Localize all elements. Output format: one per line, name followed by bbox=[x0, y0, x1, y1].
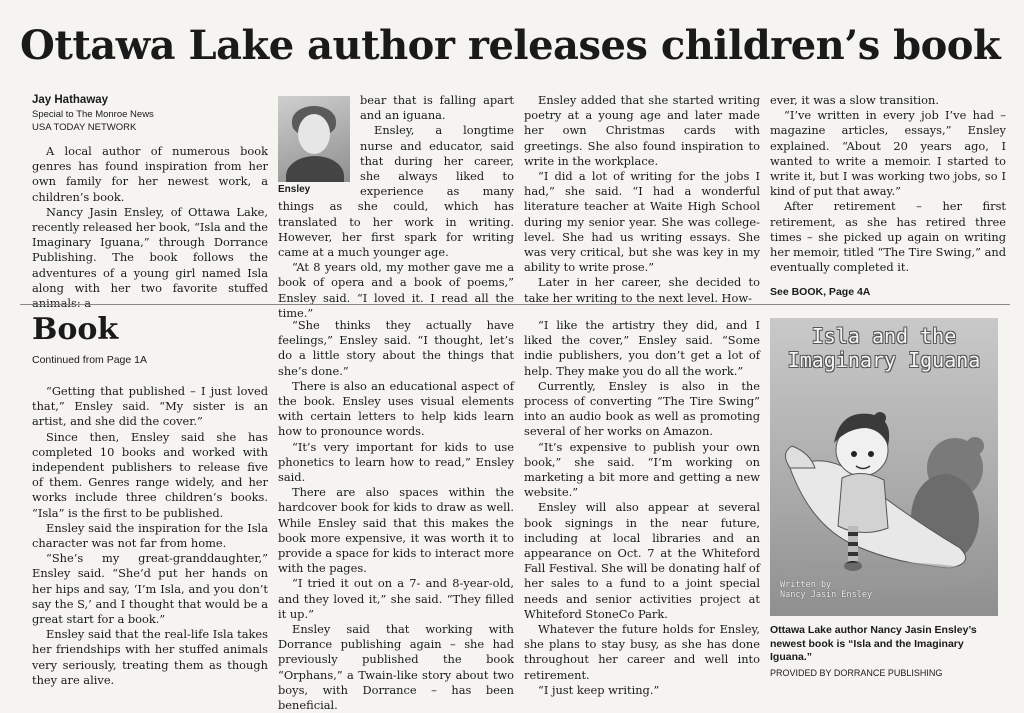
paragraph: “At 8 years old, my mother gave me a book of opera and a book of poems,” Ensley said. “I loved it. I read all the time.” bbox=[278, 260, 514, 320]
headline: Ottawa Lake author releases children’s book bbox=[20, 22, 1001, 69]
top-column-3 bbox=[524, 93, 760, 306]
byline-name: Jay Hathaway bbox=[32, 94, 109, 106]
caption-text: Ottawa Lake author Nancy Jasin Ensley’s newest book is “Isla and the Imaginary Iguana.” bbox=[770, 624, 977, 663]
paragraph: “I like the artistry they did, and I liked the cover,” Ensley said. “Some indie publishers, you don’t get a lot of help. They make you do all the work.” bbox=[524, 318, 760, 378]
section-divider bbox=[20, 304, 1010, 305]
paragraph: “I did a lot of writing for the jobs I had,” she said. “I had a wonderful literature teacher at Waite High School during my senior year. She was college-level. She had us writing essays. She was very critical, but she was key in my ability to write prose.” bbox=[524, 169, 760, 275]
paragraph: “I’ve written in every job I’ve had – magazine articles, essays,” Ensley explained. “About 20 years ago, I wanted to write a memoir. I started to write it, but I was working two jobs, so I kind of put that away.” bbox=[770, 108, 1006, 199]
paragraph: Since then, Ensley said she has completed 10 books and worked with independent publishers to release five of them. Genres range widely, and her works include three children’s books. “Isla” is the first to be published. bbox=[32, 429, 268, 520]
paragraph: Later in her career, she decided to take her writing to the next level. How- bbox=[524, 275, 760, 305]
paragraph: There are also spaces within the hardcover book for kids to draw as well. While Ensley said that this makes the book more expensive, it was worth it to provide a space for kids to interact more with the pages. bbox=[278, 485, 514, 576]
paragraph: “She thinks they actually have feelings,” Ensley said. “I thought, let’s do a little story about the things that she’s done.” bbox=[278, 318, 514, 378]
continuation-title: Book bbox=[32, 312, 119, 347]
paragraph: “I tried it out on a 7- and 8-year-old, and they loved it,” she said. “They filled it up.” bbox=[278, 576, 514, 621]
continued-from: Continued from Page 1A bbox=[32, 354, 147, 366]
top-column-1 bbox=[32, 93, 268, 311]
bottom-column-2 bbox=[278, 318, 514, 713]
jump-line: See BOOK, Page 4A bbox=[770, 286, 871, 299]
photo-label: Ensley bbox=[278, 184, 311, 195]
paragraph: Ensley said that the real-life Isla takes her friendships with her stuffed animals very seriously, treating them as though they are alive. bbox=[32, 627, 268, 687]
paragraph: Nancy Jasin Ensley, of Ottawa Lake, recently released her book, “Isla and the Imaginary Iguana,” through Dorrance Publishing. The book follows the adventures of a young girl named Isla along with her two favorite stuffed animals: a bbox=[32, 204, 268, 311]
paragraph: Whatever the future holds for Ensley, she plans to stay busy, as she has done throughout her career and well into retirement. bbox=[524, 622, 760, 682]
top-column-2 bbox=[278, 93, 514, 321]
paragraph: “It’s expensive to publish your own book,” she said. “I’m working on marketing a bit more and getting a new website.” bbox=[524, 439, 760, 500]
photo-credit: PROVIDED BY DORRANCE PUBLISHING bbox=[770, 667, 943, 678]
book-cover-author: Written by Nancy Jasin Ensley bbox=[780, 580, 873, 600]
paragraph: There is also an educational aspect of the book. Ensley uses visual elements with certain letters to help kids learn how to pronounce words. bbox=[278, 378, 514, 439]
paragraph: bear that is falling apart and an iguana. bbox=[360, 93, 514, 123]
bottom-column-1 bbox=[32, 384, 268, 688]
byline-network: USA TODAY NETWORK bbox=[32, 122, 137, 133]
paragraph: Ensley said that working with Dorrance publishing again – she had previously published the book “Orphans,” a Twain-like story about two boys, with Dorrance – has been beneficial. bbox=[278, 622, 514, 713]
top-column-4 bbox=[770, 93, 1006, 301]
photo-caption bbox=[770, 624, 1006, 680]
paragraph: “It’s very important for kids to use phonetics to learn how to read,” Ensley said. bbox=[278, 439, 514, 485]
paragraph: Ensley will also appear at several book signings in the near future, including at local libraries and an appearance on Oct. 7 at the Whiteford Fall Festival. She will be donating half of her sales to a fund to a joint special needs and senior activities project at Whiteford StoneCo Park. bbox=[524, 500, 760, 621]
paragraph: ever, it was a slow transition. bbox=[770, 93, 940, 107]
paragraph: A local author of numerous book genres has found inspiration from her own family for her newest work, a children’s book. bbox=[32, 144, 268, 204]
paragraph: After retirement – her first retirement, as she has retired three times – she picked up again on writing her memoir, titled “The Tire Swing,” and eventually completed it. bbox=[770, 199, 1006, 275]
book-cover-image bbox=[770, 318, 998, 616]
bottom-column-3 bbox=[524, 318, 760, 698]
paragraph: Ensley said the inspiration for the Isla character was not far from home. bbox=[32, 520, 268, 551]
paragraph: Ensley, a longtime nurse and educator, said that during her career, she always liked to experience as many things as she could, which has translated to her work in writing. However, her first spark for writing came at a much younger age. bbox=[278, 123, 514, 260]
book-cover-illustration bbox=[770, 318, 998, 616]
byline-affiliation: Special to The Monroe News bbox=[32, 109, 154, 120]
book-cover-title: Isla and the Imaginary Iguana bbox=[787, 324, 981, 372]
paragraph: “I just keep writing.” bbox=[538, 682, 660, 697]
paragraph: “Getting that published – I just loved that,” Ensley said. “My sister is an artist, and she did the cover.” bbox=[32, 384, 268, 429]
paragraph: Ensley added that she started writing poetry at a young age and later made her own Christmas cards with greetings. She also found inspiration to write in the workplace. bbox=[524, 93, 760, 168]
paragraph: Currently, Ensley is also in the process of converting “The Tire Swing” into an audio book as well as promoting several of her works on Amazon. bbox=[524, 378, 760, 439]
paragraph: “She’s my great-granddaughter,” Ensley said. “She’d put her hands on her hips and say, ‘I’m Isla, and you don’t say the S,’ and I thought that would be a great start for a book.” bbox=[32, 551, 268, 627]
